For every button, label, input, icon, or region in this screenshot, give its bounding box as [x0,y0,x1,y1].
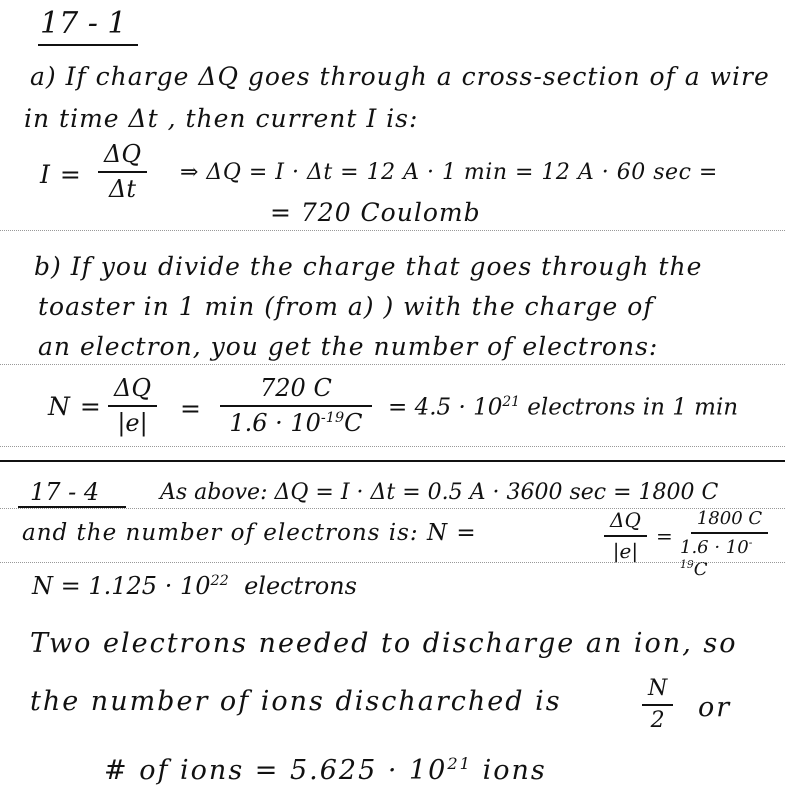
eq2-f2-denominator: $1.6 \cdot 10^{-19}C$ [229,409,363,437]
eq2-f2-numerator: 720 C [220,374,372,407]
section-divider [0,460,785,462]
p2-line-5: the number of ions discharched is [30,686,562,717]
eq2-lhs: N = [48,392,102,421]
part-b-line-1: b) If you divide the charge that goes through the [34,252,703,281]
eq2-rhs: = $4.5 \cdot 10^{21}$ electrons in 1 min [388,394,739,421]
eq1-fraction [98,140,147,203]
ruled-line [0,446,785,447]
eq1-numerator: ΔQ [98,140,147,173]
p2-line-6: # of ions = $5.625 \cdot 10^{21}$ ions [104,754,547,786]
p2-equals: = [656,524,673,548]
ruled-line [0,230,785,231]
p2-line-5-tail: or [698,692,732,723]
p2-f1-denominator: |e| [612,539,639,563]
part-b-line-2: toaster in 1 min (from a) ) with the charge of [38,292,654,321]
ruled-line [0,508,785,509]
eq1-result: = 720 Coulomb [270,198,481,227]
problem-17-1-title: 17 - 1 [40,6,127,41]
eq2-equals: = [180,394,202,423]
ions-numerator: N [642,676,673,706]
part-b-line-3: an electron, you get the number of electrons: [38,332,659,361]
ruled-line [0,364,785,365]
p2-line-2: and the number of electrons is: N = [22,520,477,546]
eq2-f1-denominator: |e| [117,409,148,437]
p2-line-3: $N = 1.125 \cdot 10^{22}$ electrons [32,572,357,600]
p2-fraction-2 [674,508,785,580]
title-underline [38,44,138,46]
eq1-denominator: Δt [109,175,136,203]
p2-f2-numerator: 1800 C [691,508,768,534]
eq2-fraction-2 [220,374,372,437]
eq1-lhs: I = [40,160,82,189]
eq2-f1-numerator: ΔQ [108,374,157,407]
problem-17-4-title: 17 - 4 [30,478,100,506]
eq1-rhs: ⇒ ΔQ = I · Δt = 12 A · 1 min = 12 A · 60 sec = [180,160,718,185]
eq2-fraction-1 [108,374,157,437]
p2-line-1: As above: ΔQ = I · Δt = 0.5 A · 3600 sec = 1800 C [160,480,719,505]
part-a-line-1: a) If charge ΔQ goes through a cross-section of a wire [30,62,770,91]
p2-line-4: Two electrons needed to discharge an ion, so [30,628,738,659]
ions-denominator: 2 [650,708,665,733]
p2-f2-denominator: $1.6 \cdot 10^{-19}C$ [680,536,753,580]
ruled-line [0,562,785,563]
p2-f1-numerator: ΔQ [604,508,647,537]
ions-fraction [642,676,673,733]
part-a-line-2: in time Δt , then current I is: [24,104,419,133]
p2-fraction-1 [604,508,647,563]
